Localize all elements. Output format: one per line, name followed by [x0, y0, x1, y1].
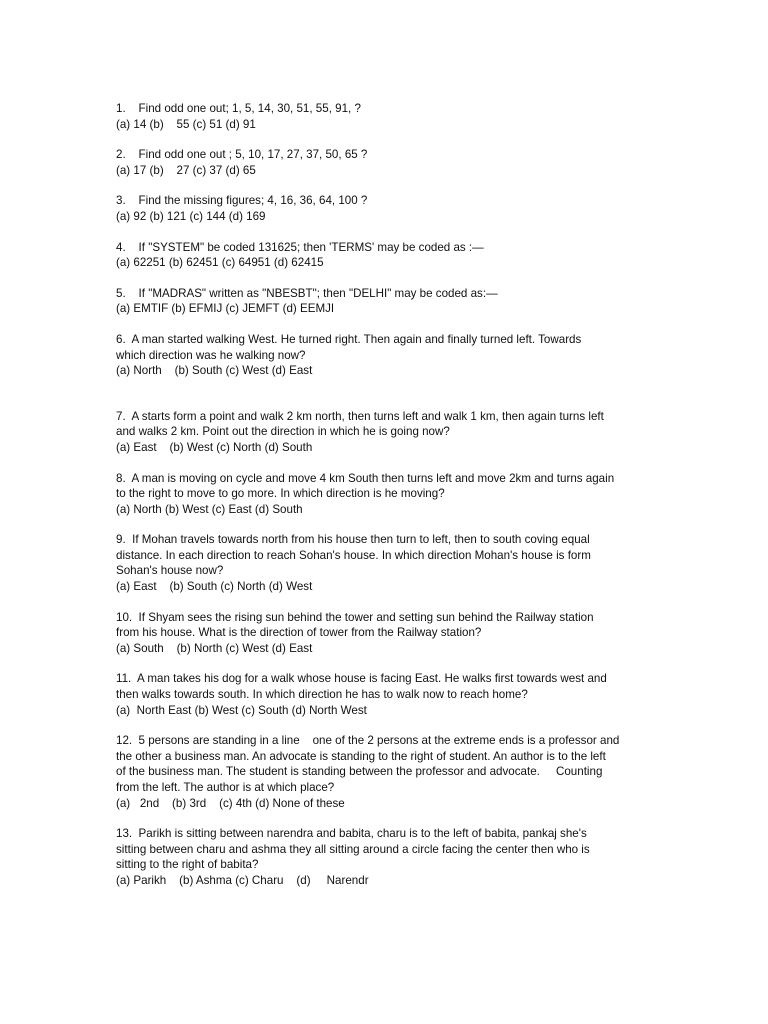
question-7	[116, 409, 656, 456]
question-text: the other a business man. An advocate is standing to the right of student. An author is to the left	[116, 749, 606, 763]
answer-options: (a) 62251 (b) 62451 (c) 64951 (d) 62415	[116, 256, 324, 270]
question-4	[116, 240, 656, 271]
question-11	[116, 671, 656, 718]
answer-options: (a) 17 (b) 27 (c) 37 (d) 65	[116, 163, 256, 177]
answer-options: (a) South (b) North (c) West (d) East	[116, 641, 313, 655]
answer-options: (a) EMTIF (b) EFMIJ (c) JEMFT (d) EEMJI	[116, 302, 335, 316]
question-2	[116, 147, 656, 178]
question-3	[116, 193, 656, 224]
question-text: which direction was he walking now?	[116, 348, 306, 362]
question-text: 9. If Mohan travels towards north from his house then turn to left, then to south coving equal	[116, 533, 590, 547]
question-9	[116, 532, 656, 594]
question-text: 7. A starts form a point and walk 2 km north, then turns left and walk 1 km, then again turns left	[116, 409, 604, 423]
question-text: of the business man. The student is standing between the professor and advocate. Counting	[116, 765, 603, 779]
question-text: 5. If "MADRAS" written as "NBESBT"; then "DELHI" may be coded as:—	[116, 286, 498, 300]
answer-options: (a) East (b) West (c) North (d) South	[116, 440, 313, 454]
answer-options: (a) 92 (b) 121 (c) 144 (d) 169	[116, 209, 266, 223]
question-8	[116, 471, 656, 518]
question-text: from the left. The author is at which place?	[116, 781, 335, 794]
question-text: 10. If Shyam sees the rising sun behind the tower and setting sun behind the Railway station	[116, 610, 594, 624]
answer-options: (a) North (b) West (c) East (d) South	[116, 502, 303, 516]
question-text: to the right to move to go more. In which direction is he moving?	[116, 487, 445, 501]
question-13	[116, 826, 656, 888]
question-5	[116, 286, 656, 317]
question-text: sitting to the right of babita?	[116, 858, 259, 872]
answer-options: (a) 14 (b) 55 (c) 51 (d) 91	[116, 117, 256, 131]
question-10	[116, 610, 656, 657]
question-1	[116, 101, 656, 132]
answer-options: (a) North (b) South (c) West (d) East	[116, 364, 313, 378]
question-text: 3. Find the missing figures; 4, 16, 36, 64, 100 ?	[116, 194, 368, 208]
question-text: Sohan's house now?	[116, 564, 224, 578]
question-text: 11. A man takes his dog for a walk whose house is facing East. He walks first towards west and	[116, 672, 607, 686]
question-text: 1. Find odd one out; 1, 5, 14, 30, 51, 55, 91, ?	[116, 102, 361, 115]
question-text: 6. A man started walking West. He turned right. Then again and finally turned left. Towards	[116, 332, 582, 346]
question-text: from his house. What is the direction of tower from the Railway station?	[116, 626, 482, 640]
question-12	[116, 733, 656, 811]
question-text: 2. Find odd one out ; 5, 10, 17, 27, 37, 50, 65 ?	[116, 148, 368, 162]
question-text: 12. 5 persons are standing in a line one of the 2 persons at the extreme ends is a professor and	[116, 734, 620, 748]
answer-options: (a) East (b) South (c) North (d) West	[116, 580, 313, 594]
question-6	[116, 332, 656, 379]
question-text: 13. Parikh is sitting between narendra and babita, charu is to the left of babita, pankaj she's	[116, 827, 587, 841]
question-text: sitting between charu and ashma they all sitting around a circle facing the center then who is	[116, 842, 590, 856]
answer-options: (a) Parikh (b) Ashma (c) Charu (d) Narendr	[116, 873, 369, 887]
question-text: and walks 2 km. Point out the direction in which he is going now?	[116, 425, 450, 439]
answer-options: (a) North East (b) West (c) South (d) North West	[116, 703, 367, 717]
question-list	[116, 101, 656, 904]
question-text: 8. A man is moving on cycle and move 4 km South then turns left and move 2km and turns again	[116, 471, 615, 485]
question-text: 4. If "SYSTEM" be coded 131625; then 'TERMS' may be coded as :—	[116, 240, 484, 254]
question-text: then walks towards south. In which direction he has to walk now to reach home?	[116, 688, 528, 702]
question-text: distance. In each direction to reach Sohan's house. In which direction Mohan's house is form	[116, 548, 591, 562]
answer-options: (a) 2nd (b) 3rd (c) 4th (d) None of these	[116, 796, 345, 810]
